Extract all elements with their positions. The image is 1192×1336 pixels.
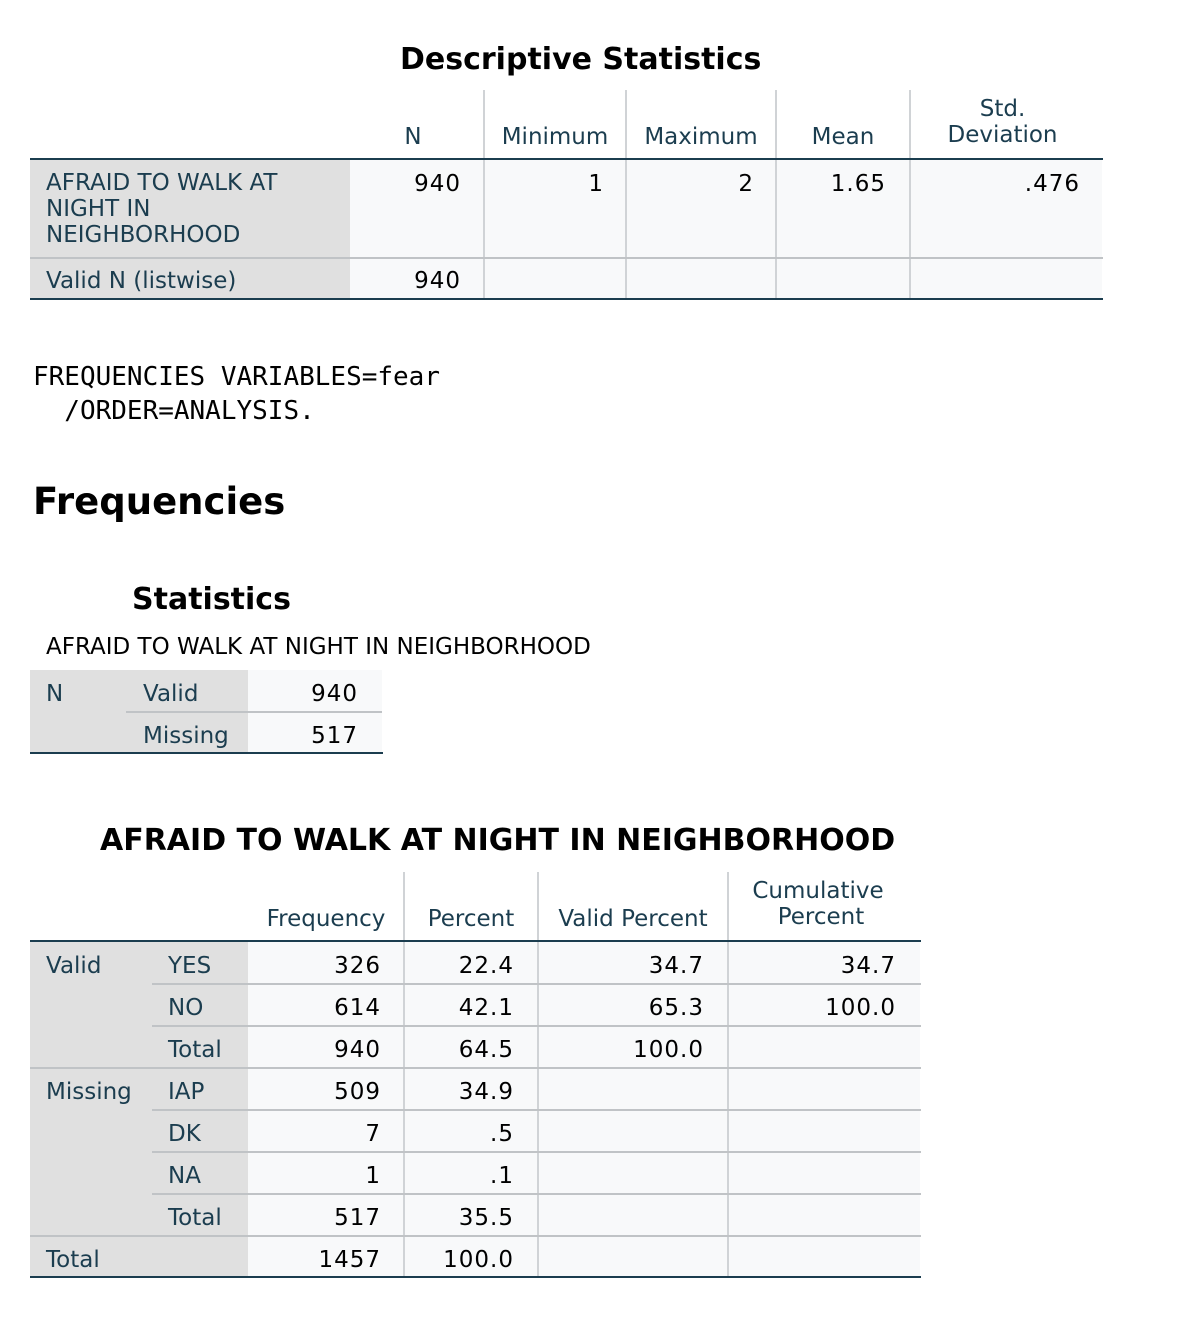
cell-valid-percent: 34.7 <box>648 953 704 979</box>
statistics-subtitle: AFRAID TO WALK AT NIGHT IN NEIGHBORHOOD <box>46 634 591 660</box>
separator <box>775 90 777 160</box>
category-label: NA <box>168 1163 201 1189</box>
header-std-deviation-line2: Deviation <box>947 122 1058 148</box>
cell-percent: .1 <box>490 1163 514 1189</box>
cell-percent: 64.5 <box>458 1037 514 1063</box>
separator <box>727 872 729 942</box>
row-rule <box>152 983 921 985</box>
row-label-afraid-line3: NEIGHBORHOOD <box>46 222 241 248</box>
category-label: Total <box>168 1037 222 1063</box>
category-label: NO <box>168 995 204 1021</box>
cell-valid-n: 940 <box>414 268 461 294</box>
statistics-missing-value: 517 <box>311 723 358 749</box>
separator <box>403 872 405 942</box>
row-rule <box>30 1235 921 1237</box>
row-rule <box>152 1151 921 1153</box>
cell-cumulative-percent: 34.7 <box>840 953 896 979</box>
cell-valid-percent: 65.3 <box>648 995 704 1021</box>
cell-n: 940 <box>414 171 461 197</box>
cell-frequency: 509 <box>334 1079 381 1105</box>
statistics-title: Statistics <box>132 582 291 617</box>
cell-percent: .5 <box>490 1121 514 1147</box>
row-rule <box>126 711 382 713</box>
row-rule <box>152 1109 921 1111</box>
separator <box>625 90 627 160</box>
header-maximum: Maximum <box>644 124 758 150</box>
category-label: Total <box>168 1205 222 1231</box>
category-label: DK <box>168 1121 201 1147</box>
statistics-valid-value: 940 <box>311 681 358 707</box>
frequencies-heading: Frequencies <box>33 480 286 523</box>
separator <box>537 872 539 942</box>
row-rule <box>152 1025 921 1027</box>
category-label: IAP <box>168 1079 205 1105</box>
row-rule <box>152 1193 921 1195</box>
cell-valid-percent: 100.0 <box>633 1037 704 1063</box>
header-frequency: Frequency <box>266 906 386 932</box>
cell-minimum: 1 <box>588 171 604 197</box>
table-bottom-rule <box>30 298 1103 300</box>
row-label-valid-n: Valid N (listwise) <box>46 268 237 294</box>
category-label: YES <box>168 953 212 979</box>
cell-percent: 100.0 <box>443 1247 514 1273</box>
header-percent: Percent <box>427 906 515 932</box>
separator <box>909 90 911 160</box>
cell-percent: 34.9 <box>458 1079 514 1105</box>
syntax-line-2: /ORDER=ANALYSIS. <box>33 396 315 426</box>
row-rule <box>30 257 1103 259</box>
row-rule <box>30 1067 921 1069</box>
statistics-missing-label: Missing <box>143 723 229 749</box>
row-label-afraid-line1: AFRAID TO WALK AT <box>46 170 278 196</box>
group-label-total: Total <box>46 1247 100 1273</box>
frequency-table-title: AFRAID TO WALK AT NIGHT IN NEIGHBORHOOD <box>100 823 896 858</box>
cell-percent: 35.5 <box>458 1205 514 1231</box>
cell-mean: 1.65 <box>830 171 886 197</box>
header-std-deviation-line1: Std. <box>979 96 1026 122</box>
group-label-valid: Valid <box>46 953 102 979</box>
header-minimum: Minimum <box>501 124 609 150</box>
cell-frequency: 7 <box>365 1121 381 1147</box>
header-valid-percent: Valid Percent <box>558 906 708 932</box>
syntax-line-1: FREQUENCIES VARIABLES=fear <box>33 362 440 392</box>
cell-cumulative-percent: 100.0 <box>825 995 896 1021</box>
row-label-afraid-line2: NIGHT IN <box>46 196 151 222</box>
statistics-valid-label: Valid <box>143 681 199 707</box>
header-mean: Mean <box>811 124 875 150</box>
cell-frequency: 326 <box>334 953 381 979</box>
cell-std-deviation: .476 <box>1024 171 1080 197</box>
cell-maximum: 2 <box>738 171 754 197</box>
cell-frequency: 517 <box>334 1205 381 1231</box>
table-bottom-rule <box>30 752 383 754</box>
header-cumulative-line1: Cumulative <box>752 878 884 904</box>
header-rule <box>30 158 1103 160</box>
cell-frequency: 1 <box>365 1163 381 1189</box>
statistics-n-label: N <box>46 681 64 707</box>
cell-frequency: 1457 <box>318 1247 381 1273</box>
header-cumulative-line2: Percent <box>777 904 865 930</box>
descriptive-statistics-title: Descriptive Statistics <box>400 42 762 77</box>
separator <box>483 90 485 160</box>
group-label-missing: Missing <box>46 1079 132 1105</box>
cell-percent: 22.4 <box>458 953 514 979</box>
cell-frequency: 940 <box>334 1037 381 1063</box>
cell-percent: 42.1 <box>458 995 514 1021</box>
table-bottom-rule <box>30 1276 921 1278</box>
header-n: N <box>404 124 422 150</box>
header-rule <box>30 940 921 942</box>
cell-frequency: 614 <box>334 995 381 1021</box>
